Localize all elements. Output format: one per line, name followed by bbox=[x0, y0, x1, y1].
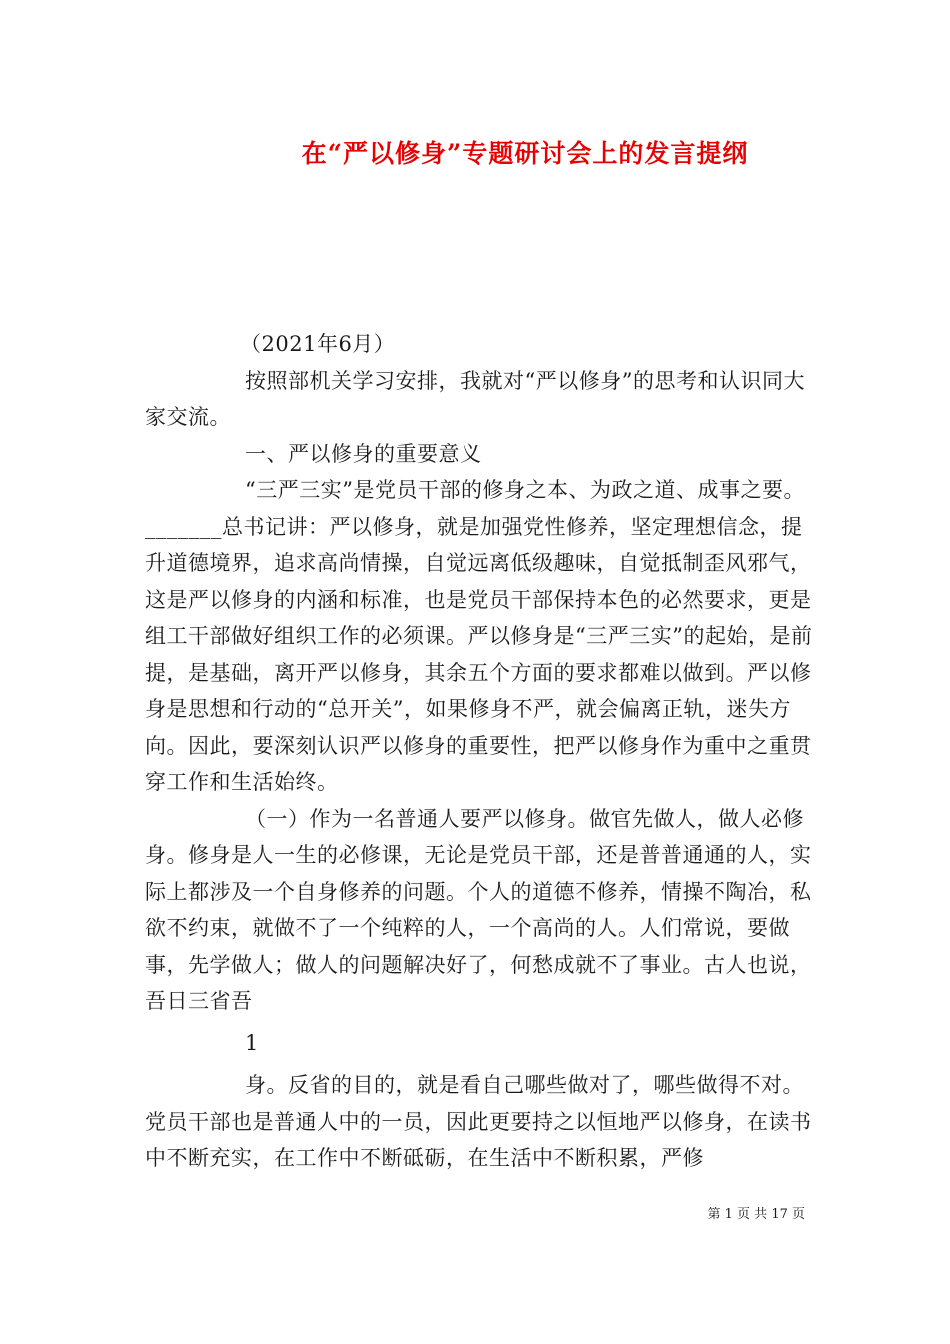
page-footer: 第 1 页 共 17 页 bbox=[707, 1207, 805, 1222]
section-heading: 一、严以修身的重要意义 bbox=[245, 441, 482, 466]
paragraph-continuation: 身。反省的目的，就是看自己哪些做对了，哪些做得不对。党员干部也是普通人中的一员，因此更要持之以恒地严以修身，在读书中不断充实，在工作中不断砥砺，在生活中不断积累，严修 bbox=[145, 1073, 812, 1170]
paragraph-ordinary-person: （一）作为一名普通人要严以修身。做官先做人，做人必修身。修身是人一生的必修课，无论是党员干部，还是普普通通的人，实际上都涉及一个自身修养的问题。个人的道德不修养，情操不陶冶，私欲不约束，就做不了一个纯粹的人，一个高尚的人。人们常说，要做事，先学做人；做人的问题解决好了，何愁成就不了事业。古人也说，吾日三省吾 bbox=[145, 806, 812, 1013]
paragraph-significance: “三严三实”是党员干部的修身之本、为政之道、成事之要。_______总书记讲：严以修身，就是加强党性修养，坚定理想信念，提升道德境界，追求高尚情操，自觉远离低级趣味，自觉抵制歪风邪气，这是严以修身的内涵和标准，也是党员干部保持本色的必然要求，更是组工干部做好组织工作的必须课。严以修身是“三严三实”的起始，是前提，是基础，离开严以修身，其余五个方面的要求都难以做到。严以修身是思想和行动的“总开关”，如果修身不严，就会偏离正轨，迷失方向。因此，要深刻认识严以修身的重要性，把严以修身作为重中之重贯穿工作和生活始终。 bbox=[145, 478, 813, 794]
document-date: （2021年6月） bbox=[240, 332, 396, 356]
inline-page-number: 1 bbox=[245, 1030, 259, 1055]
document-body bbox=[145, 326, 815, 1177]
document-title: 在“严以修身”专题研讨会上的发言提纲 bbox=[301, 139, 749, 168]
paragraph-intro: 按照部机关学习安排，我就对“严以修身”的思考和认识同大家交流。 bbox=[145, 368, 805, 429]
